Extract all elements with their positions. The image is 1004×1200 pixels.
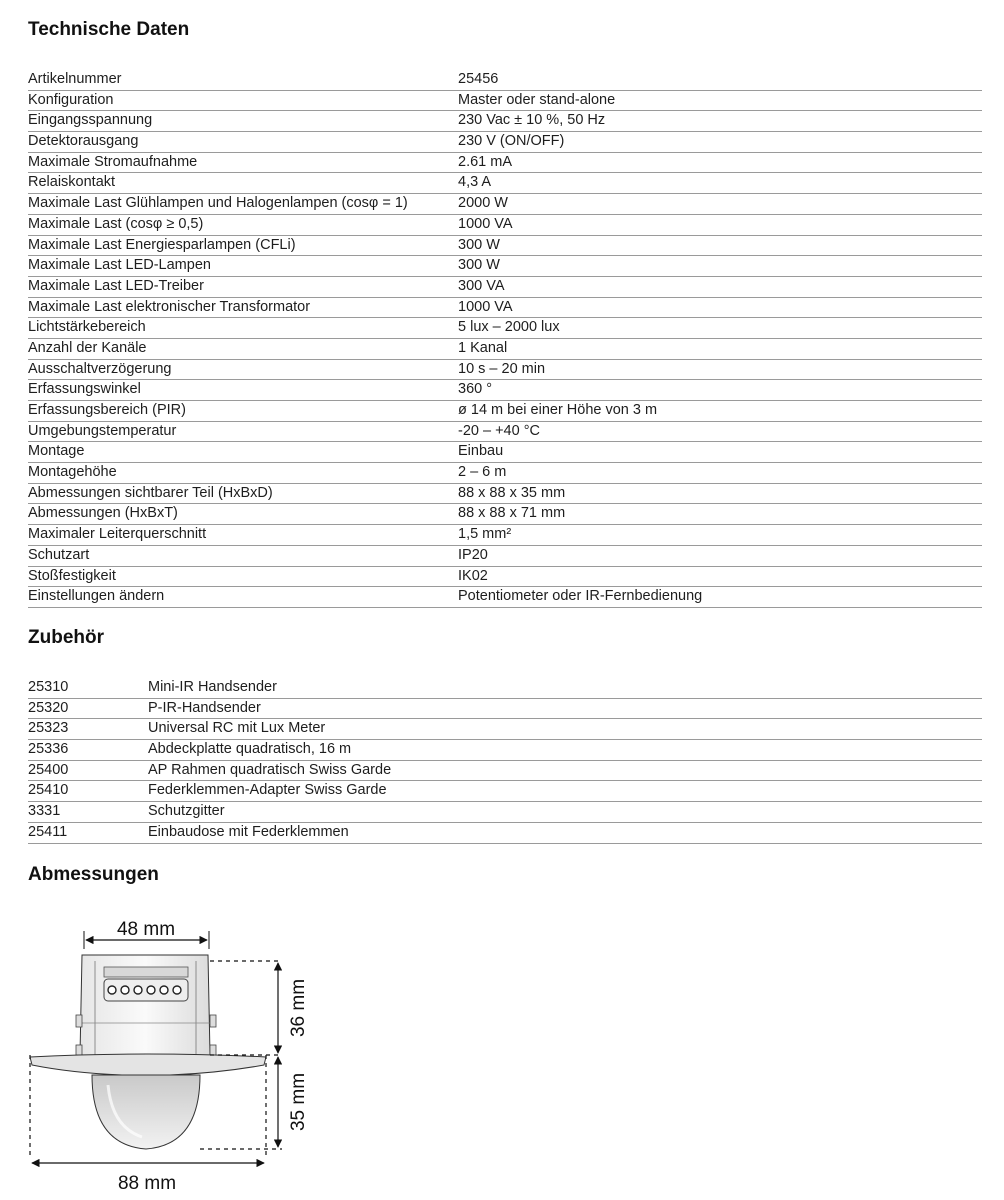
- spec-label: Schutzart: [28, 546, 90, 563]
- technical-data-table: [28, 70, 982, 608]
- spec-row: [28, 525, 982, 546]
- spec-label: Montagehöhe: [28, 464, 117, 481]
- accessory-code: 25400: [28, 761, 69, 778]
- accessory-name: Einbaudose mit Federklemmen: [148, 823, 349, 840]
- accessory-name: AP Rahmen quadratisch Swiss Garde: [148, 761, 392, 778]
- accessory-row: [28, 802, 982, 823]
- spec-label: Ausschaltverzögerung: [28, 360, 172, 377]
- spec-row: [28, 504, 982, 525]
- spec-label: Relaiskontakt: [28, 174, 116, 191]
- accessory-code: 25336: [28, 741, 69, 758]
- spec-value: 25456: [458, 71, 499, 87]
- spec-value: Potentiometer oder IR-Fernbedienung: [458, 588, 703, 605]
- spec-value: 300 W: [458, 257, 500, 274]
- spec-label: Erfassungswinkel: [28, 381, 141, 398]
- spec-row: [28, 70, 982, 91]
- accessory-code: 25411: [28, 823, 68, 840]
- accessory-code: 3331: [28, 803, 61, 820]
- spec-row: [28, 236, 982, 257]
- spec-value: 88 x 88 x 35 mm: [458, 484, 566, 501]
- spec-value: Master oder stand-alone: [458, 91, 616, 108]
- spec-value: 1000 VA: [458, 298, 513, 315]
- terminal-block: [104, 979, 188, 1001]
- accessories-table: [28, 678, 982, 844]
- spec-value: 230 V (ON/OFF): [458, 133, 565, 150]
- accessory-name: Mini-IR Handsender: [148, 679, 277, 695]
- spec-label: Konfiguration: [28, 91, 114, 108]
- spec-row: [28, 380, 982, 401]
- spec-label: Maximaler Leiterquerschnitt: [28, 526, 207, 543]
- detector-flange: [30, 1054, 266, 1075]
- spec-label: Maximale Last Energiesparlampen (CFLi): [28, 236, 296, 253]
- dome-height-dimension: [278, 1057, 309, 1147]
- spec-row: [28, 277, 982, 298]
- spec-value: ø 14 m bei einer Höhe von 3 m: [458, 402, 658, 418]
- top-width-label: 48 mm: [116, 919, 176, 940]
- spec-row: [28, 318, 982, 339]
- spec-label: Detektorausgang: [28, 133, 139, 150]
- spec-row: [28, 567, 982, 588]
- spec-value: IP20: [458, 546, 488, 563]
- accessory-code: 25410: [28, 782, 69, 799]
- accessory-row: [28, 781, 982, 802]
- detector-body: [76, 955, 216, 1055]
- accessory-name: Federklemmen-Adapter Swiss Garde: [148, 782, 387, 799]
- spec-value: 300 VA: [458, 277, 505, 294]
- detector-dome: [92, 1075, 200, 1149]
- section-title-accessories: Zubehör: [28, 627, 104, 648]
- spec-label: Maximale Stromaufnahme: [28, 153, 198, 170]
- spec-value: 2 – 6 m: [458, 464, 507, 481]
- body-height-dimension: [278, 963, 309, 1053]
- spec-row: [28, 173, 982, 194]
- spec-value: 2.61 mA: [458, 153, 512, 170]
- total-width-label: 88 mm: [117, 1173, 177, 1194]
- spec-label: Lichtstärkebereich: [28, 319, 146, 336]
- spec-value: 360 °: [458, 381, 493, 398]
- spec-row: [28, 463, 982, 484]
- section-title-dimensions: Abmessungen: [28, 864, 159, 885]
- accessory-code: 25320: [28, 699, 69, 716]
- accessory-name: Universal RC mit Lux Meter: [148, 720, 326, 737]
- spec-row: [28, 422, 982, 443]
- spec-value: 4,3 A: [458, 174, 492, 191]
- spec-label: Maximale Last elektronischer Transformator: [28, 298, 311, 315]
- accessory-row: [28, 699, 982, 720]
- spec-label: Einstellungen ändern: [28, 588, 165, 605]
- accessory-row: [28, 761, 982, 782]
- spec-value: -20 – +40 °C: [458, 422, 540, 439]
- spec-label: Maximale Last (cosφ ≥ 0,5): [28, 215, 204, 232]
- accessory-code: 25323: [28, 720, 69, 737]
- spec-value: 230 Vac ± 10 %, 50 Hz: [458, 112, 606, 129]
- section-title-technical-data: Technische Daten: [28, 19, 190, 40]
- accessory-code: 25310: [28, 679, 69, 695]
- spec-row: [28, 153, 982, 174]
- spec-value: 1 Kanal: [458, 339, 508, 356]
- spec-value: 300 W: [458, 236, 500, 253]
- spec-row: [28, 339, 982, 360]
- spec-row: [28, 111, 982, 132]
- spec-value: 10 s – 20 min: [458, 360, 546, 377]
- dome-height-label: 35 mm: [288, 1072, 309, 1132]
- spec-row: [28, 484, 982, 505]
- accessory-name: Abdeckplatte quadratisch, 16 m: [148, 741, 352, 758]
- spec-value: 1000 VA: [458, 215, 513, 232]
- spec-label: Anzahl der Kanäle: [28, 339, 147, 356]
- spec-row: [28, 91, 982, 112]
- spec-row: [28, 298, 982, 319]
- spec-label: Umgebungstemperatur: [28, 422, 177, 439]
- spec-value: 88 x 88 x 71 mm: [458, 505, 566, 522]
- body-height-label: 36 mm: [288, 978, 309, 1038]
- spec-row: [28, 360, 982, 381]
- accessory-name: Schutzgitter: [148, 803, 225, 820]
- spec-value: IK02: [458, 567, 488, 584]
- spec-row: [28, 256, 982, 277]
- spec-label: Montage: [28, 443, 85, 460]
- spec-value: Einbau: [458, 443, 504, 460]
- spec-row: [28, 194, 982, 215]
- spec-label: Artikelnummer: [28, 71, 122, 87]
- spec-row: [28, 132, 982, 153]
- spec-label: Stoßfestigkeit: [28, 567, 116, 584]
- spec-label: Maximale Last LED-Treiber: [28, 277, 204, 294]
- top-width-dimension: [84, 919, 209, 949]
- spec-label: Abmessungen (HxBxT): [28, 505, 178, 522]
- accessory-row: [28, 740, 982, 761]
- accessory-row: [28, 823, 982, 844]
- spec-row: [28, 401, 982, 422]
- spec-value: 2000 W: [458, 195, 508, 212]
- accessory-name: P-IR-Handsender: [148, 699, 261, 716]
- spec-value: 5 lux – 2000 lux: [458, 319, 560, 336]
- spec-value: 1,5 mm²: [458, 526, 512, 543]
- spec-label: Maximale Last Glühlampen und Halogenlampen (cosφ = 1): [28, 195, 408, 212]
- spec-row: [28, 215, 982, 236]
- spec-row: [28, 546, 982, 567]
- spec-label: Erfassungsbereich (PIR): [28, 402, 186, 418]
- spec-label: Maximale Last LED-Lampen: [28, 257, 211, 274]
- total-width-dimension: [32, 1163, 264, 1194]
- spec-row: [28, 442, 982, 463]
- dimension-drawing: [20, 905, 320, 1195]
- accessory-row: [28, 678, 982, 699]
- accessory-row: [28, 719, 982, 740]
- spec-label: Abmessungen sichtbarer Teil (HxBxD): [28, 484, 273, 501]
- spec-row: [28, 587, 982, 608]
- spec-label: Eingangsspannung: [28, 112, 153, 129]
